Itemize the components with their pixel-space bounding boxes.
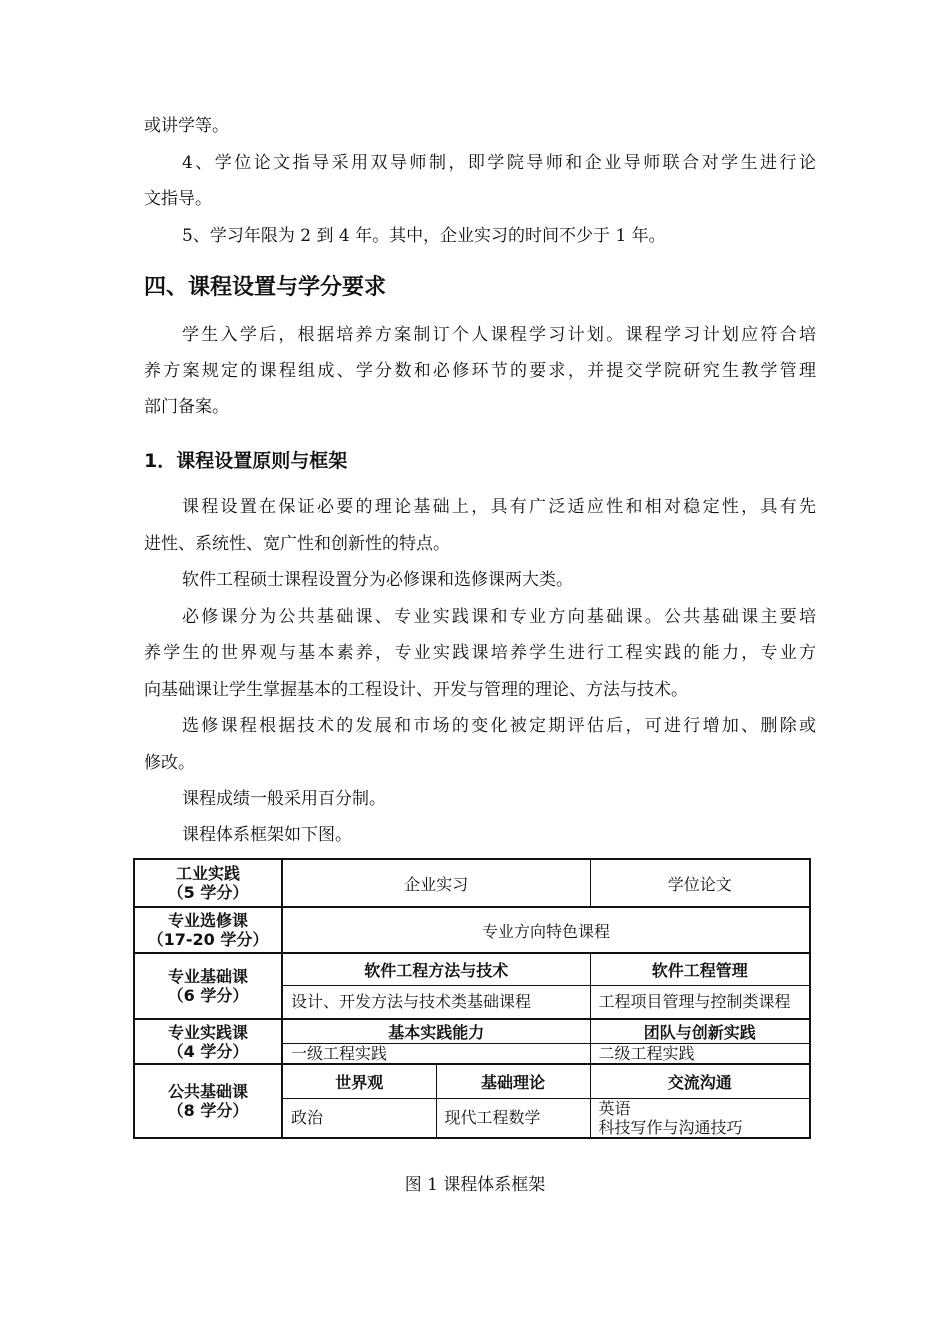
paragraph-line: 软件工程硕士课程设置分为必修课和选修课两大类。 — [182, 570, 573, 590]
paragraph-line: 选修课程根据技术的发展和市场的变化被定期评估后，可进行增加、删除或 — [182, 716, 816, 736]
paragraph-line: 5、学习年限为 2 到 4 年。其中，企业实习的时间不少于 1 年。 — [182, 226, 666, 246]
cell-tech-writing: 科技写作与沟通技巧 — [598, 1117, 743, 1137]
row-head-public-foundation — [134, 1064, 282, 1138]
cell-english-writing — [590, 1098, 810, 1138]
paragraph-line: 养方案规定的课程组成、学分数和必修环节的要求，并提交学院研究生教学管理 — [144, 361, 816, 381]
section-heading: 四、课程设置与学分要求 — [144, 275, 387, 300]
row-head-title: 专业实践课 — [167, 1022, 248, 1042]
subsection-heading: 1．课程设置原则与框架 — [144, 450, 348, 472]
row-head-major-foundation — [134, 953, 282, 1019]
paragraph-line: 课程设置在保证必要的理论基础上，具有广泛适应性和相对稳定性，具有先 — [182, 497, 816, 517]
row-head-electives — [134, 907, 282, 953]
cell-team-innovation-desc: 二级工程实践 — [590, 1044, 810, 1065]
row-head-credits: （17-20 学分） — [147, 930, 269, 949]
row-head-title: 专业选修课 — [167, 911, 248, 930]
cell-se-management-title: 软件工程管理 — [590, 953, 810, 985]
cell-basic-practice-desc: 一级工程实践 — [282, 1044, 590, 1065]
paragraph-line: 修改。 — [144, 753, 195, 773]
paragraph-line: 必修课分为公共基础课、专业实践课和专业方向基础课。公共基础课主要培 — [182, 607, 816, 627]
paragraph-line: 进性、系统性、宽广性和创新性的特点。 — [144, 534, 450, 554]
row-head-title: 工业实践 — [175, 864, 240, 883]
cell-communication-title: 交流沟通 — [590, 1064, 810, 1098]
course-framework-table — [133, 858, 811, 1139]
paragraph-line: 养学生的世界观与基本素养，专业实践课培养学生进行工程实践的能力，专业方 — [144, 643, 816, 663]
row-head-credits: （6 学分） — [167, 986, 249, 1005]
row-head-title: 公共基础课 — [167, 1081, 248, 1101]
paragraph-line: 课程体系框架如下图。 — [182, 825, 352, 845]
paragraph-line: 文指导。 — [144, 189, 212, 209]
cell-basic-practice-title: 基本实践能力 — [282, 1019, 590, 1044]
cell-team-innovation-title: 团队与创新实践 — [590, 1019, 810, 1044]
cell-english: 英语 — [598, 1098, 631, 1118]
cell-se-management-desc: 工程项目管理与控制类课程 — [590, 985, 810, 1019]
cell-worldview-title: 世界观 — [282, 1064, 436, 1098]
paragraph-line: 4、学位论文指导采用双导师制，即学院导师和企业导师联合对学生进行论 — [182, 153, 816, 173]
paragraph-line: 学生入学后，根据培养方案制订个人课程学习计划。课程学习计划应符合培 — [182, 325, 816, 345]
paragraph-line: 部门备案。 — [144, 397, 229, 417]
cell-politics: 政治 — [282, 1098, 436, 1138]
figure-caption: 图 1 课程体系框架 — [404, 1175, 546, 1195]
row-head-credits: （5 学分） — [167, 883, 249, 902]
cell-se-methods-desc: 设计、开发方法与技术类基础课程 — [282, 985, 590, 1019]
cell-se-methods-title: 软件工程方法与技术 — [282, 953, 590, 985]
paragraph-line: 或讲学等。 — [144, 116, 229, 136]
paragraph-line: 课程成绩一般采用百分制。 — [182, 789, 386, 809]
row-head-industrial-practice — [134, 859, 282, 907]
row-head-credits: （8 学分） — [167, 1100, 249, 1120]
cell-thesis: 学位论文 — [590, 859, 810, 907]
cell-enterprise-internship: 企业实习 — [282, 859, 590, 907]
cell-specialty-courses: 专业方向特色课程 — [282, 907, 810, 953]
row-head-major-practice — [134, 1019, 282, 1064]
row-head-title: 专业基础课 — [167, 967, 248, 986]
paragraph-line: 向基础课让学生掌握基本的工程设计、开发与管理的理论、方法与技术。 — [144, 680, 688, 700]
cell-engineering-math: 现代工程数学 — [436, 1098, 590, 1138]
row-head-credits: （4 学分） — [167, 1041, 249, 1061]
cell-basic-theory-title: 基础理论 — [436, 1064, 590, 1098]
